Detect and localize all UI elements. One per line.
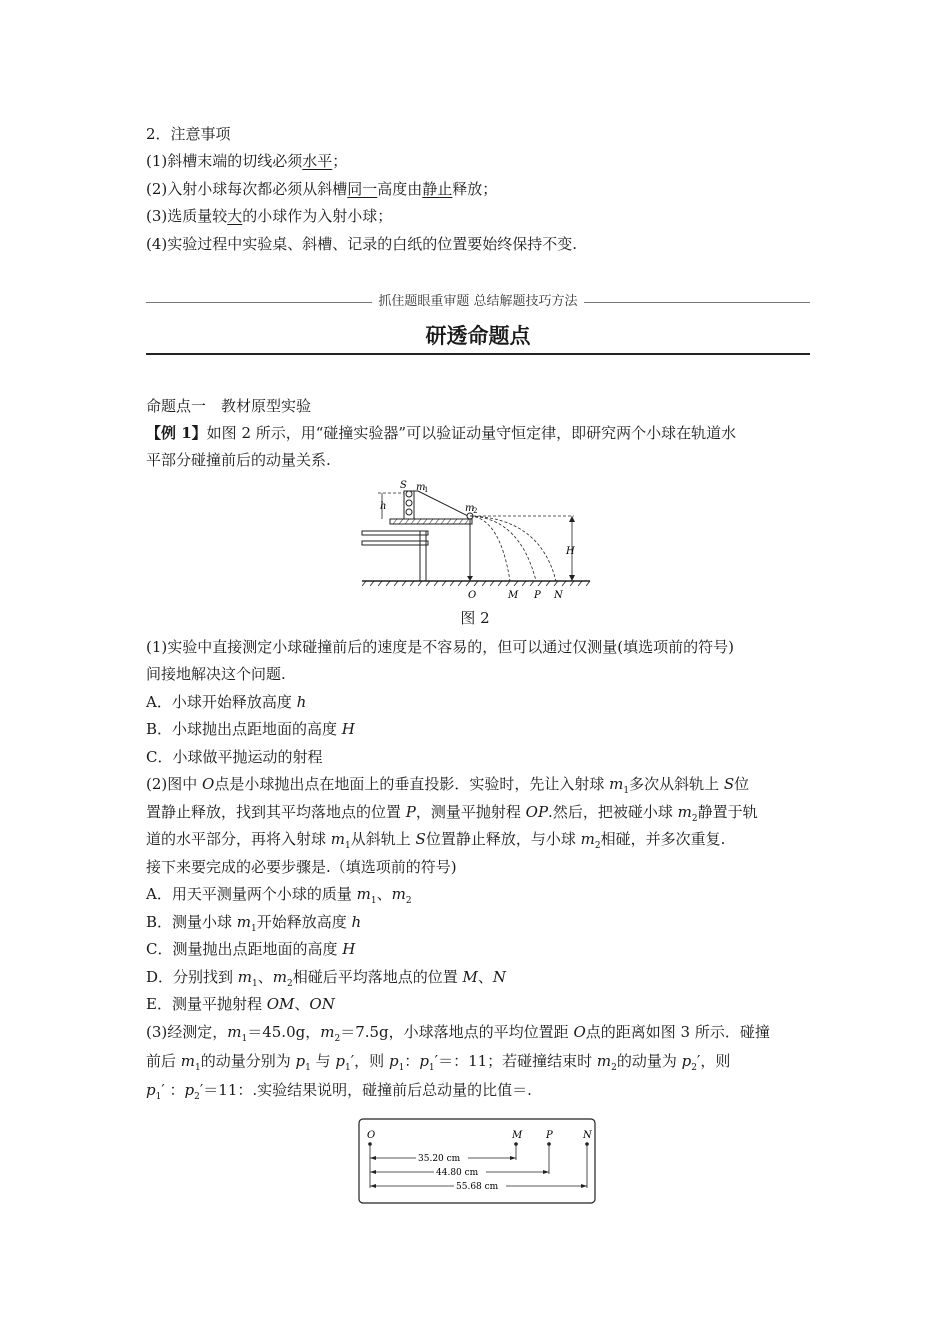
text-span: (3)选质量较: [146, 207, 228, 225]
text-span: A．用天平测量两个小球的质量: [146, 885, 357, 903]
text-span: ＝：11；若碰撞结束时: [438, 1052, 597, 1070]
subscript: 1: [251, 924, 257, 934]
prime-symbol: ′: [350, 1052, 355, 1070]
fig3-label-P: P: [546, 1130, 553, 1141]
fig3-distance-OM: 35.20 cm: [418, 1154, 461, 1164]
ball-m1: [406, 491, 412, 497]
subscript: 1: [252, 979, 258, 989]
label-m2-sub: 2: [473, 507, 478, 515]
ball-stack: [406, 500, 412, 506]
math-var: H: [342, 940, 356, 958]
prime-symbol: ′: [434, 1052, 439, 1070]
q1-line-2: 间接地解决这个问题.: [146, 665, 286, 683]
q2-option-d: [146, 967, 506, 994]
math-var: m: [320, 1023, 335, 1041]
q2-option-e: [146, 994, 335, 1014]
trajectory-N: [470, 516, 556, 581]
text-span: B．测量小球: [146, 913, 237, 931]
math-var: p: [184, 1081, 195, 1099]
label-P: P: [534, 590, 541, 601]
subscript: 2: [611, 1063, 617, 1073]
table-top: [362, 531, 428, 535]
text-span: 点的距离如图 3 所示．碰撞: [585, 1023, 770, 1041]
subscript: 1: [305, 1063, 311, 1073]
math-var: S: [415, 830, 426, 848]
text-span: 、: [257, 968, 273, 986]
subscript: 1: [398, 1063, 405, 1073]
q1-line-1: (1)实验中直接测定小球碰撞前后的速度是不容易的，但可以通过仅测量(填选项前的符号): [146, 638, 734, 656]
text-span: (3)经测定，: [146, 1023, 228, 1041]
text-span: D．分别找到: [146, 968, 238, 986]
text-span: B．小球抛出点距地面的高度: [146, 720, 342, 738]
math-var: S: [723, 775, 735, 793]
subscript: 1: [345, 1063, 351, 1073]
math-var: h: [351, 913, 362, 931]
text-span: 位: [734, 775, 750, 793]
label-O: O: [468, 590, 477, 601]
text-span: 前后: [146, 1052, 181, 1070]
math-var: m: [227, 1023, 242, 1041]
fig3-distance-ON: 55.68 cm: [456, 1182, 499, 1192]
text-span: ＝45.0g，: [247, 1023, 321, 1041]
divider-text: 抓住题眼重审题 总结解题技巧方法: [372, 294, 583, 309]
subscript: 2: [334, 1034, 341, 1044]
text-span: 从斜轨上: [350, 830, 416, 848]
text-span: ＝7.5g，小球落地点的平均位置距: [340, 1023, 574, 1041]
figure-2-caption: 图 2: [460, 609, 490, 627]
q3-line-1: [146, 1022, 770, 1049]
label-N: N: [554, 590, 563, 601]
arrow-up: [569, 516, 575, 522]
text-span: .然后，把被碰小球: [548, 803, 678, 821]
trajectory-P: [470, 516, 536, 581]
text-span: 多次从斜轨上: [629, 775, 724, 793]
math-var: M: [462, 968, 478, 986]
text-span: ，则: [700, 1052, 731, 1070]
prime-symbol: ′: [697, 1052, 701, 1070]
q3-line-2: [146, 1051, 730, 1078]
subscript: 2: [691, 814, 698, 824]
text-span: ，则: [354, 1052, 389, 1070]
subscript: 2: [691, 1063, 698, 1073]
math-var: P: [405, 803, 416, 821]
label-M: M: [508, 590, 519, 601]
text-span: A．小球开始释放高度: [146, 693, 297, 711]
math-var: p: [681, 1052, 692, 1070]
text-span: 、: [477, 968, 493, 986]
subscript: 1: [623, 786, 630, 796]
math-var: O: [573, 1023, 586, 1041]
example-tag: 【例 1】: [146, 424, 207, 442]
math-var: h: [296, 693, 307, 711]
subscript: 1: [345, 841, 351, 851]
label-m1: m: [416, 482, 426, 493]
fig3-label-N: N: [583, 1130, 592, 1141]
math-var: m: [330, 830, 346, 848]
trajectory-M: [470, 516, 510, 581]
underlined-answer: 静止: [422, 180, 453, 198]
label-S: S: [400, 480, 407, 491]
table-leg: [420, 531, 426, 581]
section-title: 研透命题点: [425, 324, 531, 348]
q2-line-2: [146, 802, 758, 829]
text-span: 相碰，并多次重复.: [600, 830, 726, 848]
math-var: m: [356, 885, 371, 903]
math-var: m: [236, 913, 252, 931]
section-title-rule: [146, 353, 810, 355]
text-span: ′ ：: [161, 1081, 185, 1099]
fig3-label-M: M: [512, 1130, 523, 1141]
text-span: 、: [294, 995, 310, 1013]
subscript: 1: [155, 1092, 162, 1102]
math-var: p: [419, 1052, 429, 1070]
fig3-label-O: O: [367, 1130, 376, 1141]
math-var: m: [580, 830, 595, 848]
notes-item-4: (4)实验过程中实验桌、斜槽、记录的白纸的位置要始终保持不变.: [146, 235, 578, 253]
text-span: ：: [404, 1052, 420, 1070]
math-var: p: [295, 1052, 306, 1070]
math-var: OM: [266, 995, 295, 1013]
text-span: 的动量分别为: [200, 1052, 296, 1070]
table-shelf: [362, 541, 428, 545]
text-span: C．测量抛出点距地面的高度: [146, 940, 343, 958]
underlined-answer: 水平: [302, 152, 333, 170]
topic-heading: 命题点一 教材原型实验: [146, 397, 312, 415]
example-line-2: 平部分碰撞前后的动量关系.: [146, 451, 331, 469]
math-var: ON: [309, 995, 335, 1013]
text-span: 如图 2 所示，用“碰撞实验器”可以验证动量守恒定律，即研究两个小球在轨道水: [206, 424, 737, 442]
q2-line-4: 接下来要完成的必要步骤是.（填选项前的符号): [146, 858, 457, 876]
text-span: 点是小球抛出点在地面上的垂直投影．实验时，先让入射球: [214, 775, 610, 793]
section-divider: [146, 292, 810, 312]
text-span: 的动量为: [616, 1052, 682, 1070]
math-var: m: [596, 1052, 612, 1070]
math-var: H: [341, 720, 355, 738]
q2-line-3: [146, 829, 725, 856]
math-var: OP: [525, 803, 549, 821]
q1-option-c: C．小球做平抛运动的射程: [146, 748, 323, 766]
text-span: ，测量平抛射程: [415, 803, 526, 821]
math-var: p: [335, 1052, 346, 1070]
text-span: 高度由: [377, 180, 423, 198]
text-span: (2)图中: [146, 775, 203, 793]
math-var: m: [391, 885, 406, 903]
text-span: ；: [332, 152, 348, 170]
ball-stack: [406, 509, 412, 515]
subscript: 2: [287, 979, 293, 989]
text-span: 道的水平部分，再将入射球: [146, 830, 331, 848]
text-span: ＝11：.实验结果说明，碰撞前后总动量的比值＝.: [203, 1081, 532, 1099]
fig3-distance-OP: 44.80 cm: [436, 1168, 479, 1178]
text-span: 释放；: [452, 180, 498, 198]
text-span: 、: [376, 885, 392, 903]
subscript: 1: [241, 1034, 248, 1044]
notes-item-3: [146, 206, 392, 226]
subscript: 1: [195, 1063, 201, 1073]
underlined-answer: 同一: [347, 180, 378, 198]
label-m2: m: [465, 503, 475, 514]
text-span: 相碰后平均落地点的位置: [292, 968, 463, 986]
label-H: H: [566, 546, 575, 557]
q1-option-a: [146, 692, 306, 712]
notes-heading: 2．注意事项: [146, 125, 231, 143]
subscript: 2: [594, 841, 601, 851]
figure-3-diagram: [358, 1118, 598, 1206]
q3-line-3: [146, 1080, 532, 1107]
label-m1-sub: 1: [424, 486, 429, 494]
text-span: 静置于轨: [697, 803, 758, 821]
text-span: 的小球作为入射小球；: [242, 207, 393, 225]
math-var: m: [677, 803, 692, 821]
math-var: m: [609, 775, 624, 793]
figure-2-diagram: [360, 476, 592, 604]
math-var: p: [388, 1052, 399, 1070]
text-span: (1)斜槽末端的切线必须: [146, 152, 303, 170]
subscript: 2: [405, 896, 412, 906]
text-span: 与: [310, 1052, 336, 1070]
text-span: 开始释放高度: [256, 913, 352, 931]
math-var: O: [202, 775, 215, 793]
example-line-1: [146, 423, 736, 443]
q1-option-b: [146, 719, 355, 739]
notes-item-2: [146, 179, 497, 199]
underlined-answer: 大: [227, 207, 243, 225]
subscript: 1: [428, 1063, 435, 1073]
label-h: h: [380, 501, 387, 512]
text-span: 置静止释放，找到其平均落地点的位置: [146, 803, 406, 821]
q2-option-a: [146, 884, 412, 911]
text-span: E．测量平抛射程: [146, 995, 267, 1013]
math-var: m: [237, 968, 253, 986]
text-span: (2)入射小球每次都必须从斜槽: [146, 180, 348, 198]
math-var: p: [146, 1081, 156, 1099]
notes-item-1: [146, 151, 347, 171]
math-var: m: [180, 1052, 196, 1070]
math-var: m: [272, 968, 288, 986]
prime-symbol: ′: [199, 1081, 204, 1099]
subscript: 1: [370, 896, 377, 906]
math-var: N: [492, 968, 507, 986]
q2-line-1: [146, 774, 749, 801]
q2-option-b: [146, 912, 361, 939]
subscript: 2: [194, 1092, 200, 1102]
q2-option-c: [146, 939, 355, 959]
text-span: 位置静止释放，与小球: [425, 830, 581, 848]
arrow-down: [569, 575, 575, 581]
